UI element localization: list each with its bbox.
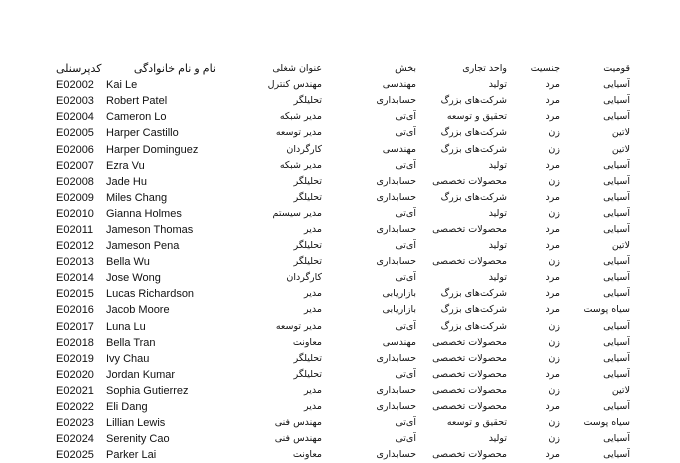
ethnicity-cell: آسیایی bbox=[603, 175, 630, 187]
employee-id-cell: E02015 bbox=[56, 288, 94, 301]
gender-cell: مرد bbox=[545, 401, 560, 413]
table-row bbox=[56, 286, 630, 302]
employee-id-cell: E02006 bbox=[56, 143, 94, 156]
employee-id-cell: E02025 bbox=[56, 449, 94, 462]
ethnicity-cell: آسیایی bbox=[603, 320, 630, 332]
table-row bbox=[56, 302, 630, 318]
department-cell: حسابداری bbox=[376, 175, 416, 187]
business-unit-cell: محصولات تخصصی bbox=[432, 368, 507, 380]
full-name-cell: Kai Le bbox=[106, 79, 138, 92]
table-row bbox=[56, 270, 630, 286]
full-name-cell: Eli Dang bbox=[106, 401, 148, 414]
full-name-cell: Gianna Holmes bbox=[106, 207, 182, 220]
table-row bbox=[56, 447, 630, 463]
business-unit-cell: شرکت‌های بزرگ bbox=[440, 95, 507, 107]
business-unit-cell: محصولات تخصصی bbox=[432, 175, 507, 187]
table-row bbox=[56, 415, 630, 431]
ethnicity-cell: لاتین bbox=[611, 143, 630, 155]
ethnicity-cell: آسیایی bbox=[603, 336, 630, 348]
gender-cell: مرد bbox=[545, 240, 560, 252]
table-row bbox=[56, 109, 630, 125]
department-cell: آی‌تی bbox=[395, 272, 416, 284]
job-title-cell: معاونت bbox=[292, 336, 322, 348]
business-unit-cell: تولید bbox=[488, 159, 507, 171]
full-name-cell: Cameron Lo bbox=[106, 111, 167, 124]
business-unit-cell: محصولات تخصصی bbox=[432, 401, 507, 413]
department-cell: مهندسی bbox=[382, 79, 416, 91]
department-cell: بازاریابی bbox=[382, 304, 416, 316]
full-name-cell: Jose Wong bbox=[106, 272, 161, 285]
department-cell: آی‌تی bbox=[395, 433, 416, 445]
employee-id-cell: E02010 bbox=[56, 207, 94, 220]
business-unit-cell: تحقیق و توسعه bbox=[446, 111, 507, 123]
business-unit-cell: محصولات تخصصی bbox=[432, 336, 507, 348]
employee-table bbox=[56, 61, 630, 463]
header-job-title: عنوان شغلی bbox=[272, 63, 322, 75]
employee-id-cell: E02004 bbox=[56, 111, 94, 124]
department-cell: حسابداری bbox=[376, 352, 416, 364]
job-title-cell: مدیر bbox=[304, 223, 322, 235]
job-title-cell: مدیر bbox=[304, 401, 322, 413]
table-row bbox=[56, 206, 630, 222]
business-unit-cell: محصولات تخصصی bbox=[432, 449, 507, 461]
business-unit-cell: شرکت‌های بزرگ bbox=[440, 304, 507, 316]
table-row bbox=[56, 399, 630, 415]
ethnicity-cell: آسیایی bbox=[603, 368, 630, 380]
gender-cell: زن bbox=[548, 256, 560, 268]
ethnicity-cell: آسیایی bbox=[603, 272, 630, 284]
full-name-cell: Jacob Moore bbox=[106, 304, 170, 317]
full-name-cell: Luna Lu bbox=[106, 320, 146, 333]
department-cell: آی‌تی bbox=[395, 111, 416, 123]
department-cell: آی‌تی bbox=[395, 207, 416, 219]
full-name-cell: Serenity Cao bbox=[106, 433, 170, 446]
full-name-cell: Harper Castillo bbox=[106, 127, 179, 140]
table-body bbox=[56, 77, 630, 463]
table-row bbox=[56, 254, 630, 270]
employee-id-cell: E02024 bbox=[56, 433, 94, 446]
employee-id-cell: E02018 bbox=[56, 336, 94, 349]
business-unit-cell: شرکت‌های بزرگ bbox=[440, 143, 507, 155]
gender-cell: زن bbox=[548, 127, 560, 139]
ethnicity-cell: لاتین bbox=[611, 240, 630, 252]
job-title-cell: تحلیلگر bbox=[293, 95, 322, 107]
ethnicity-cell: آسیایی bbox=[603, 288, 630, 300]
full-name-cell: Jameson Thomas bbox=[106, 223, 194, 236]
job-title-cell: معاونت bbox=[292, 449, 322, 461]
job-title-cell: مدیر bbox=[304, 288, 322, 300]
table-row bbox=[56, 158, 630, 174]
job-title-cell: مدیر شبکه bbox=[279, 159, 322, 171]
gender-cell: مرد bbox=[545, 304, 560, 316]
employee-id-cell: E02014 bbox=[56, 272, 94, 285]
full-name-cell: Ivy Chau bbox=[106, 352, 150, 365]
department-cell: مهندسی bbox=[382, 143, 416, 155]
business-unit-cell: شرکت‌های بزرگ bbox=[440, 288, 507, 300]
employee-id-cell: E02013 bbox=[56, 256, 94, 269]
gender-cell: مرد bbox=[545, 449, 560, 461]
ethnicity-cell: آسیایی bbox=[603, 191, 630, 203]
employee-id-cell: E02023 bbox=[56, 417, 94, 430]
department-cell: حسابداری bbox=[376, 95, 416, 107]
business-unit-cell: محصولات تخصصی bbox=[432, 352, 507, 364]
table-row bbox=[56, 141, 630, 157]
table-row bbox=[56, 238, 630, 254]
business-unit-cell: تولید bbox=[488, 272, 507, 284]
department-cell: بازاریابی bbox=[382, 288, 416, 300]
employee-id-cell: E02016 bbox=[56, 304, 94, 317]
table-row bbox=[56, 190, 630, 206]
full-name-cell: Jordan Kumar bbox=[106, 368, 176, 381]
full-name-cell: Bella Wu bbox=[106, 256, 150, 269]
business-unit-cell: تحقیق و توسعه bbox=[446, 417, 507, 429]
business-unit-cell: شرکت‌های بزرگ bbox=[440, 320, 507, 332]
business-unit-cell: تولید bbox=[488, 207, 507, 219]
gender-cell: زن bbox=[548, 143, 560, 155]
gender-cell: زن bbox=[548, 384, 560, 396]
department-cell: آی‌تی bbox=[395, 127, 416, 139]
employee-id-cell: E02019 bbox=[56, 352, 94, 365]
business-unit-cell: تولید bbox=[488, 79, 507, 91]
ethnicity-cell: سیاه پوست bbox=[583, 304, 630, 316]
table-row bbox=[56, 351, 630, 367]
ethnicity-cell: آسیایی bbox=[603, 256, 630, 268]
full-name-cell: Jade Hu bbox=[106, 175, 147, 188]
table-row bbox=[56, 174, 630, 190]
header-gender: جنسیت bbox=[530, 63, 560, 75]
job-title-cell: مهندس فنی bbox=[274, 433, 322, 445]
employee-id-cell: E02002 bbox=[56, 79, 94, 92]
employee-id-cell: E02008 bbox=[56, 175, 94, 188]
job-title-cell: مدیر توسعه bbox=[275, 320, 322, 332]
gender-cell: مرد bbox=[545, 111, 560, 123]
gender-cell: مرد bbox=[545, 272, 560, 284]
ethnicity-cell: آسیایی bbox=[603, 223, 630, 235]
business-unit-cell: تولید bbox=[488, 433, 507, 445]
full-name-cell: Parker Lai bbox=[106, 449, 157, 462]
employee-id-cell: E02022 bbox=[56, 401, 94, 414]
ethnicity-cell: آسیایی bbox=[603, 449, 630, 461]
gender-cell: مرد bbox=[545, 95, 560, 107]
ethnicity-cell: آسیایی bbox=[603, 159, 630, 171]
business-unit-cell: شرکت‌های بزرگ bbox=[440, 191, 507, 203]
full-name-cell: Bella Tran bbox=[106, 336, 156, 349]
header-full-name: نام و نام خانوادگی bbox=[133, 63, 216, 76]
ethnicity-cell: سیاه پوست bbox=[583, 417, 630, 429]
department-cell: حسابداری bbox=[376, 449, 416, 461]
job-title-cell: تحلیلگر bbox=[293, 368, 322, 380]
gender-cell: زن bbox=[548, 320, 560, 332]
employee-id-cell: E02020 bbox=[56, 368, 94, 381]
business-unit-cell: محصولات تخصصی bbox=[432, 256, 507, 268]
ethnicity-cell: آسیایی bbox=[603, 79, 630, 91]
ethnicity-cell: آسیایی bbox=[603, 352, 630, 364]
full-name-cell: Jameson Pena bbox=[106, 240, 180, 253]
job-title-cell: کارگردان bbox=[286, 272, 322, 284]
gender-cell: زن bbox=[548, 352, 560, 364]
department-cell: آی‌تی bbox=[395, 159, 416, 171]
department-cell: آی‌تی bbox=[395, 368, 416, 380]
business-unit-cell: تولید bbox=[488, 240, 507, 252]
employee-id-cell: E02017 bbox=[56, 320, 94, 333]
table-row bbox=[56, 125, 630, 141]
full-name-cell: Robert Patel bbox=[106, 95, 168, 108]
department-cell: آی‌تی bbox=[395, 320, 416, 332]
ethnicity-cell: آسیایی bbox=[603, 111, 630, 123]
job-title-cell: مهندس فنی bbox=[274, 417, 322, 429]
employee-id-cell: E02003 bbox=[56, 95, 94, 108]
job-title-cell: تحلیلگر bbox=[293, 175, 322, 187]
table-row bbox=[56, 319, 630, 335]
job-title-cell: مدیر bbox=[304, 304, 322, 316]
business-unit-cell: محصولات تخصصی bbox=[432, 384, 507, 396]
department-cell: حسابداری bbox=[376, 401, 416, 413]
header-row bbox=[56, 61, 630, 77]
table-row bbox=[56, 335, 630, 351]
ethnicity-cell: لاتین bbox=[611, 127, 630, 139]
job-title-cell: تحلیلگر bbox=[293, 191, 322, 203]
job-title-cell: تحلیلگر bbox=[293, 352, 322, 364]
job-title-cell: مدیر bbox=[304, 384, 322, 396]
employee-id-cell: E02007 bbox=[56, 159, 94, 172]
employee-id-cell: E02011 bbox=[56, 223, 94, 236]
job-title-cell: تحلیلگر bbox=[293, 256, 322, 268]
full-name-cell: Lucas Richardson bbox=[106, 288, 195, 301]
employee-id-cell: E02012 bbox=[56, 240, 94, 253]
department-cell: آی‌تی bbox=[395, 417, 416, 429]
job-title-cell: مدیر شبکه bbox=[279, 111, 322, 123]
employee-id-cell: E02005 bbox=[56, 127, 94, 140]
gender-cell: مرد bbox=[545, 79, 560, 91]
business-unit-cell: شرکت‌های بزرگ bbox=[440, 127, 507, 139]
gender-cell: زن bbox=[548, 433, 560, 445]
job-title-cell: تحلیلگر bbox=[293, 240, 322, 252]
employee-id-cell: E02009 bbox=[56, 191, 94, 204]
gender-cell: زن bbox=[548, 336, 560, 348]
header-business-unit: واحد تجاری bbox=[462, 63, 507, 75]
ethnicity-cell: آسیایی bbox=[603, 207, 630, 219]
gender-cell: زن bbox=[548, 417, 560, 429]
full-name-cell: Lillian Lewis bbox=[106, 417, 166, 430]
department-cell: حسابداری bbox=[376, 384, 416, 396]
header-department: بخش bbox=[395, 63, 416, 75]
table-row bbox=[56, 77, 630, 93]
department-cell: حسابداری bbox=[376, 256, 416, 268]
full-name-cell: Miles Chang bbox=[106, 191, 168, 204]
business-unit-cell: محصولات تخصصی bbox=[432, 223, 507, 235]
ethnicity-cell: آسیایی bbox=[603, 401, 630, 413]
table-row bbox=[56, 367, 630, 383]
job-title-cell: مدیر توسعه bbox=[275, 127, 322, 139]
full-name-cell: Sophia Gutierrez bbox=[106, 384, 189, 397]
ethnicity-cell: آسیایی bbox=[603, 433, 630, 445]
full-name-cell: Ezra Vu bbox=[106, 159, 145, 172]
department-cell: مهندسی bbox=[382, 336, 416, 348]
ethnicity-cell: لاتین bbox=[611, 384, 630, 396]
gender-cell: زن bbox=[548, 175, 560, 187]
full-name-cell: Harper Dominguez bbox=[106, 143, 199, 156]
header-ethnicity: قومیت bbox=[603, 63, 630, 75]
ethnicity-cell: آسیایی bbox=[603, 95, 630, 107]
gender-cell: مرد bbox=[545, 191, 560, 203]
gender-cell: مرد bbox=[545, 288, 560, 300]
job-title-cell: کارگردان bbox=[286, 143, 322, 155]
table-row bbox=[56, 222, 630, 238]
department-cell: حسابداری bbox=[376, 223, 416, 235]
job-title-cell: مدیر سیستم bbox=[272, 207, 322, 219]
job-title-cell: مهندس کنترل bbox=[267, 79, 322, 91]
gender-cell: مرد bbox=[545, 368, 560, 380]
header-employee-id: کدپرسنلی bbox=[56, 63, 102, 76]
gender-cell: مرد bbox=[545, 223, 560, 235]
department-cell: آی‌تی bbox=[395, 240, 416, 252]
gender-cell: زن bbox=[548, 207, 560, 219]
department-cell: حسابداری bbox=[376, 191, 416, 203]
table-row bbox=[56, 431, 630, 447]
employee-id-cell: E02021 bbox=[56, 384, 94, 397]
gender-cell: مرد bbox=[545, 159, 560, 171]
table-row bbox=[56, 93, 630, 109]
table-row bbox=[56, 383, 630, 399]
